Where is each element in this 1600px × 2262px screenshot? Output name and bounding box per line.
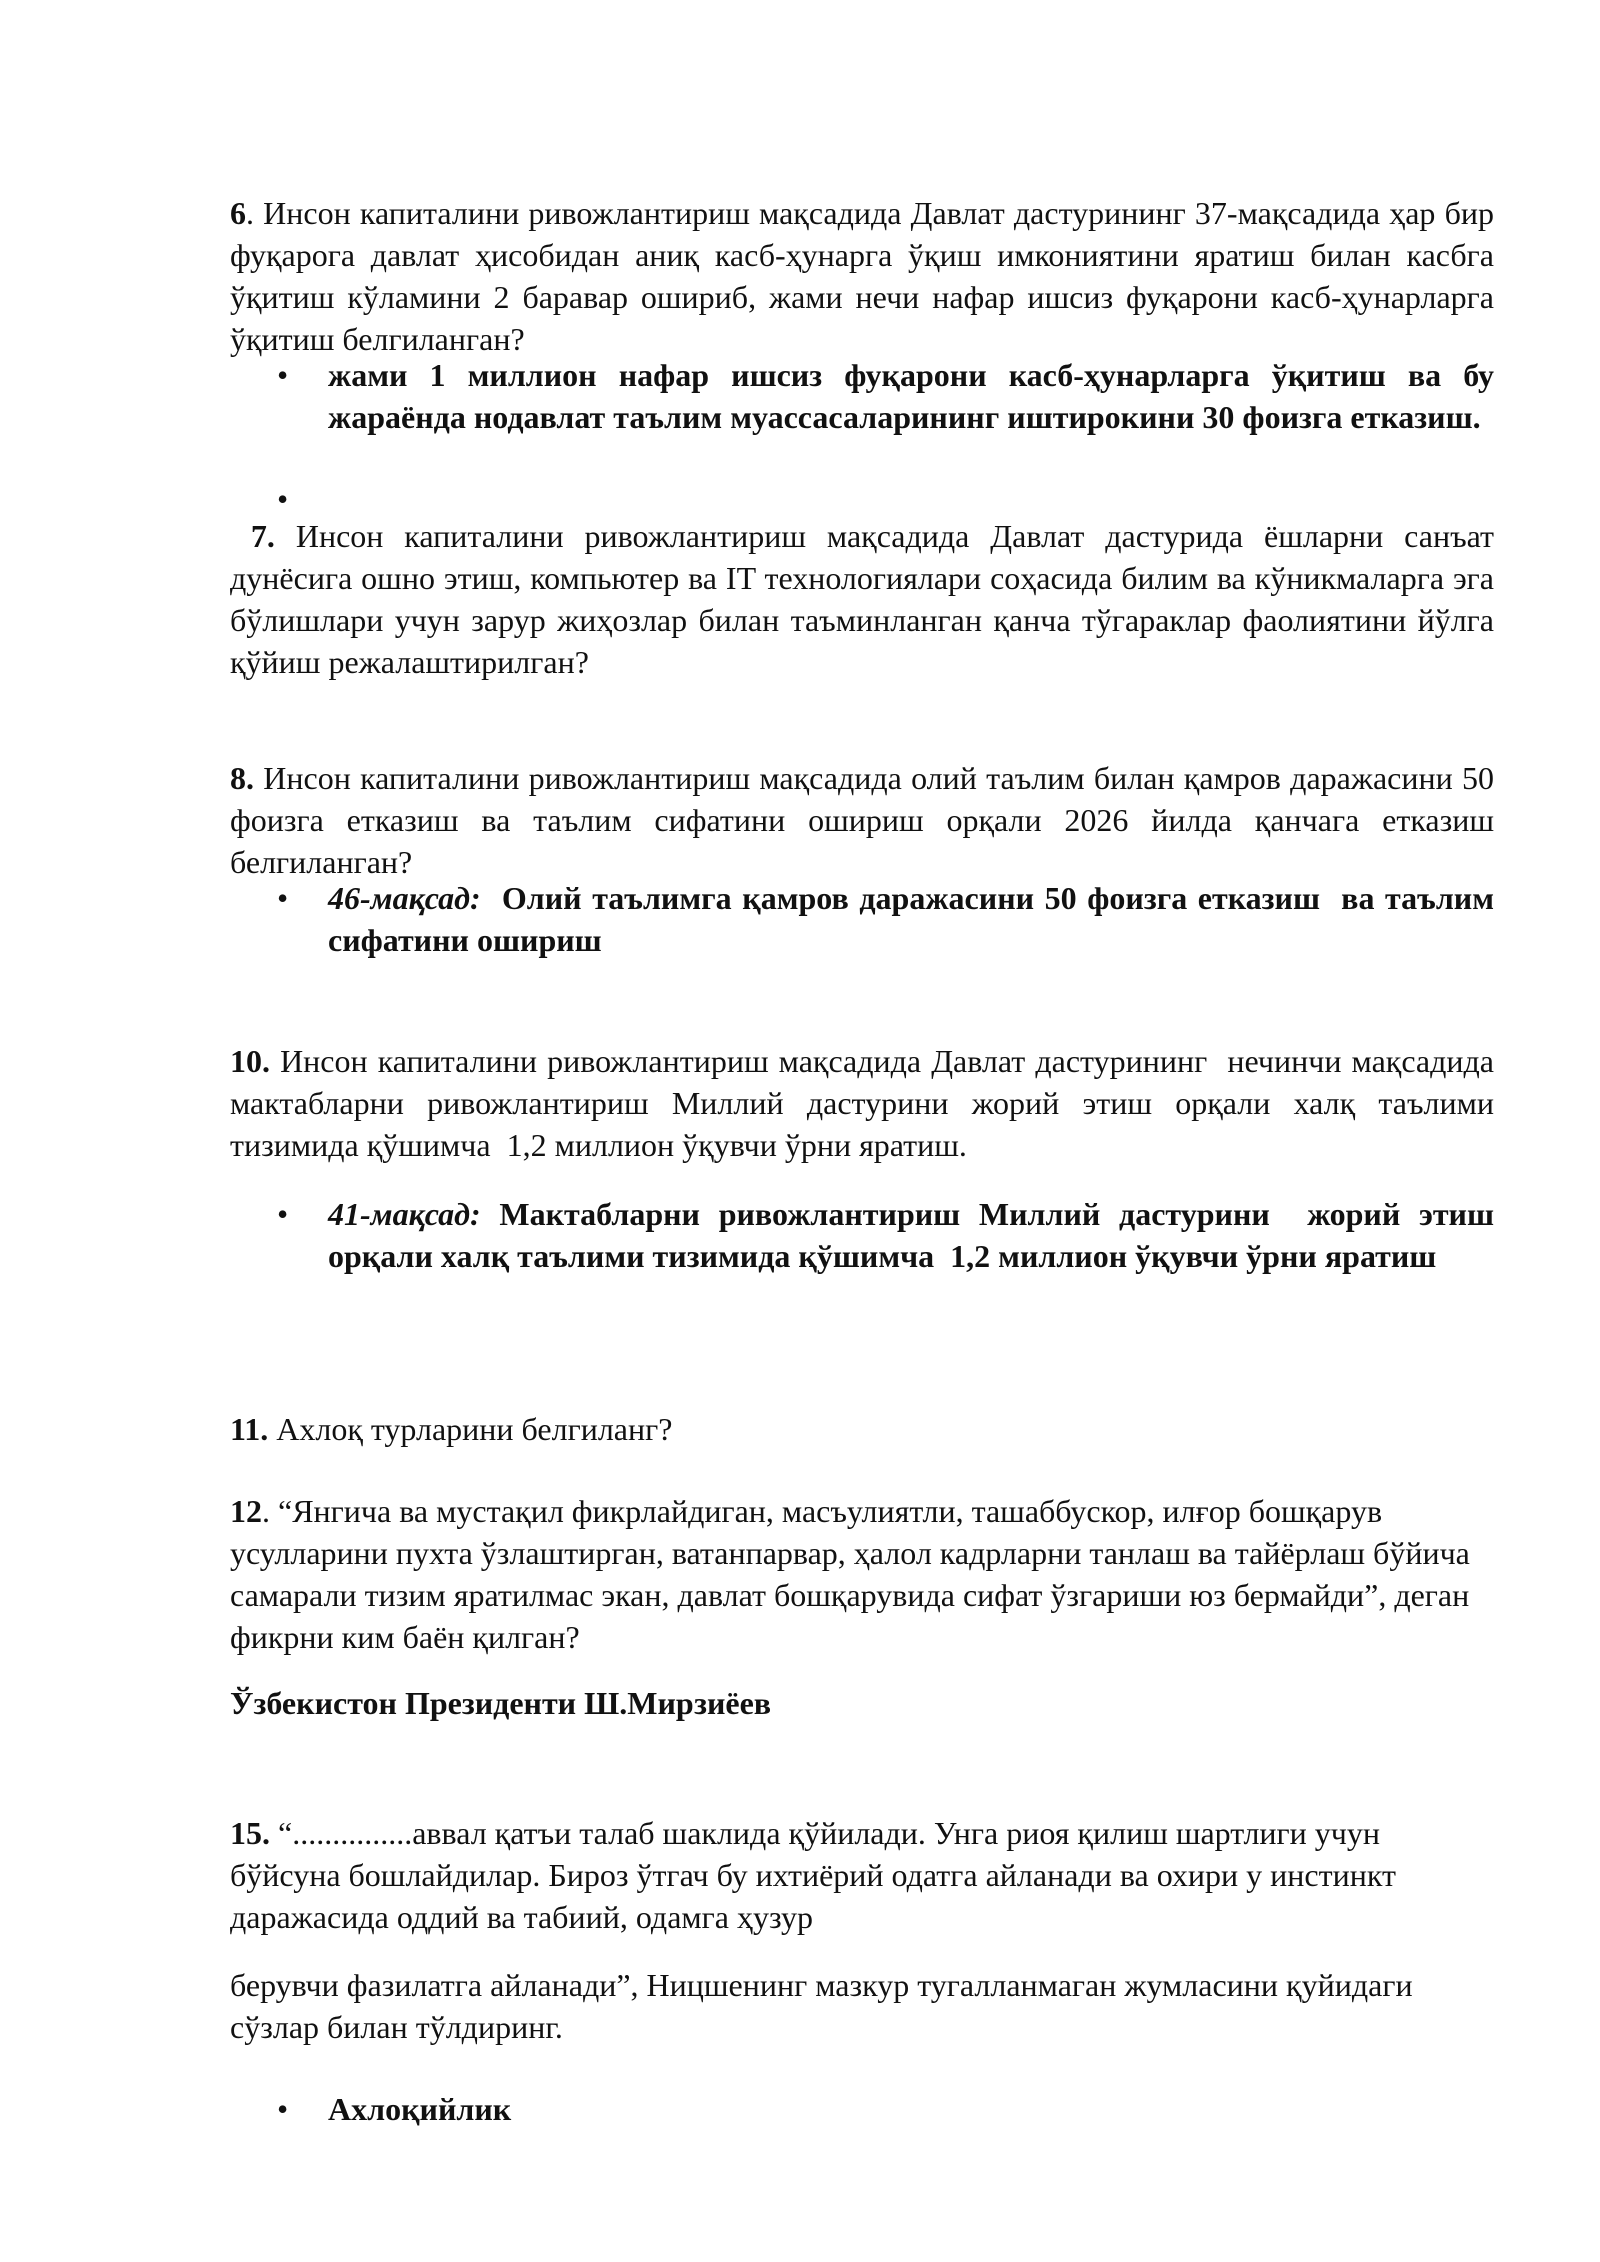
question-text: Ахлоқ турларини белгиланг? — [268, 1411, 673, 1447]
bullet-icon: • — [277, 481, 289, 517]
question-15-continuation: берувчи фазилатга айланади”, Ницшенинг мазкур тугалланмаган жумласини қуйидаги сўзлар билан тўлдиринг. — [230, 1967, 1413, 2045]
answer-15-bullet — [230, 2088, 1494, 2130]
answer-text: жами 1 миллион нафар ишсиз фуқарони касб-ҳунарларга ўқитиш ва бу жараёнда нодавлат таълим муассасаларининг иштирокини 30 фоизга етказиш. — [328, 357, 1494, 435]
question-11 — [230, 1408, 1494, 1450]
bullet-icon: • — [277, 1196, 289, 1232]
goal-label: 41-мақсад: — [328, 1196, 481, 1232]
question-number: 6 — [230, 195, 246, 231]
answer-12: Ўзбекистон Президенти Ш.Мирзиёев — [230, 1685, 772, 1721]
question-number: 7. — [230, 518, 275, 554]
question-text: . “Янгича ва мустақил фикрлайдиган, масъулиятли, ташаббускор, илғор бошқарув усулларини пухта ўзлаштирган, ватанпарвар, ҳалол кадрларни танлаш ва тайёрлаш бўйича самарали тизим яратилмас экан, давлат бошқарувида сифат ўзгариши юз бермайди”, деган фикрни ким баён қилган? — [230, 1493, 1470, 1655]
answer-text — [328, 877, 1502, 961]
question-7 — [230, 515, 1494, 683]
question-text: “...............аввал қатъи талаб шаклида қўйилади. Унга риоя қилиш шартлиги учун бўйсуна бошлайдилар. Бироз ўтгач бу ихтиёрий одатга айланади ва охири у инстинкт даражасида оддий ва табиий, одамга ҳузур — [230, 1815, 1396, 1935]
goal-description: Мактабларни ривожлантириш Миллий дастурини жорий этиш орқали халқ таълими тизимида қўшимча 1,2 миллион ўқувчи ўрни яратиш — [328, 1196, 1502, 1274]
question-12 — [230, 1490, 1494, 1658]
question-text: Инсон капиталини ривожлантириш мақсадида Давлат дастурида ёшларни санъат дунёсига ошно этиш, компьютер ва IT технологиялари соҳасида билим ва кўникмаларга эга бўлишлари учун зарур жиҳозлар билан таъминланган қанча тўгараклар фаолиятини йўлга қўйиш режалаштирилган? — [230, 518, 1495, 680]
answer-text — [328, 1193, 1502, 1277]
question-number: 10. — [230, 1043, 270, 1079]
question-8 — [230, 757, 1494, 883]
question-text: . Инсон капиталини ривожлантириш мақсадида Давлат дастурининг 37-мақсадида ҳар бир фуқарога давлат ҳисобидан аниқ касб-ҳунарга ўқиш имкониятини яратиш билан касбга ўқитиш кўламини 2 баравар ошириб, жами нечи нафар ишсиз фуқарони касб-ҳунарларга ўқитиш белгиланган? — [230, 195, 1494, 357]
question-number: 11. — [230, 1411, 269, 1447]
answer-8-bullet — [230, 877, 1502, 961]
bullet-icon: • — [277, 880, 289, 916]
answer-text: Ахлоқийлик — [328, 2091, 512, 2127]
goal-description: Олий таълимга қамров даражасини 50 фоизга етказиш ва таълим сифатини ошириш — [328, 880, 1502, 958]
answer-6-bullet — [230, 354, 1494, 438]
question-6 — [230, 192, 1494, 360]
question-text: Инсон капиталини ривожлантириш мақсадида олий таълим билан қамров даражасини 50 фоизга етказиш ва таълим сифатини ошириш орқали 2026 йилда қанчага етказиш белгиланган? — [230, 760, 1494, 880]
question-number: 12 — [230, 1493, 262, 1529]
question-number: 8. — [230, 760, 254, 796]
bullet-icon: • — [277, 2091, 289, 2127]
question-number: 15. — [230, 1815, 270, 1851]
question-text: Инсон капиталини ривожлантириш мақсадида Давлат дастурининг нечинчи мақсадида мактабларни ривожлантириш Миллий дастурини жорий этиш орқали халқ таълими тизимида қўшимча 1,2 миллион ўқувчи ўрни яратиш. — [230, 1043, 1502, 1163]
bullet-icon: • — [277, 357, 289, 393]
goal-label: 46-мақсад: — [328, 880, 481, 916]
question-10 — [230, 1040, 1502, 1166]
answer-10-bullet — [230, 1193, 1502, 1277]
question-15 — [230, 1812, 1494, 1938]
